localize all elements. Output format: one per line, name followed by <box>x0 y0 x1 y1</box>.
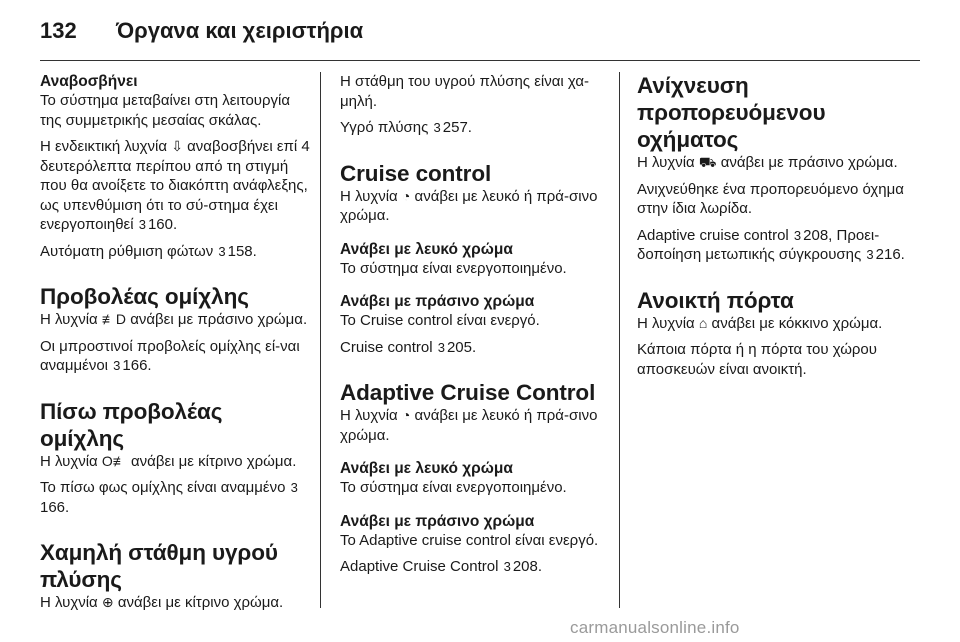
text-span: ανάβει με κίτρινο χρώμα. <box>117 594 284 611</box>
page-ref[interactable]: 208, Προει-δοποίηση μετωπικής σύγκρουσης <box>637 226 880 263</box>
page-ref[interactable]: 205. <box>446 338 477 356</box>
text-span: αναβοσβήνει επί 4 δευτερόλεπτα περίπου από τη στιγμή που θα ανοίξετε το διακόπτη ανάφλεξης, ως υπενθύμιση ότι το σύ-στημα έχει ενεργοποιηθεί <box>40 138 310 233</box>
paragraph: Το σύστημα μεταβαίνει στη λειτουργία της συμμετρικής μεσαίας σκάλας. <box>40 92 291 129</box>
paragraph: To Cruise control είναι ενεργό. <box>340 312 540 329</box>
section-title-low-washer-fluid: Χαμηλή στάθμη υγρού πλύσης <box>40 540 278 592</box>
page-ref-arrow-icon: 3 <box>433 120 441 135</box>
paragraph <box>637 226 909 265</box>
door-open-icon: ⌂ <box>698 314 708 331</box>
section-title-vehicle-ahead: Ανίχνευση προπορευόμενου οχήματος <box>637 73 826 152</box>
cruise-control-icon: ◔ <box>401 187 411 204</box>
text-span: Cruise control <box>340 338 433 356</box>
text-span: ανάβει με κίτρινο χρώμα. <box>130 452 297 470</box>
text-span: Το πίσω φως ομίχλης είναι αναμμένο <box>40 479 286 496</box>
site-watermark: carmanualsonline.info <box>570 618 740 637</box>
page-ref[interactable]: 208. <box>512 558 543 575</box>
subsection-title: Ανάβει με πράσινο χρώμα <box>340 293 535 310</box>
page-ref[interactable]: 257. <box>442 119 472 136</box>
section-title-fog-light: Προβολέας ομίχλης <box>40 284 249 309</box>
column-divider-1 <box>320 72 321 608</box>
text-span: ανάβει με λευκό ή πρά-σινο χρώμα. <box>340 407 598 444</box>
page-ref[interactable]: 166. <box>122 357 152 374</box>
page-ref[interactable]: 166. <box>40 498 70 516</box>
text-span: Αυτόματη ρύθμιση φώτων <box>40 242 214 260</box>
section-title-rear-fog-light: Πίσω προβολέας ομίχλης <box>40 398 223 451</box>
page-ref-arrow-icon: 3 <box>437 339 445 355</box>
text-span: Adaptive cruise control <box>637 226 789 244</box>
paragraph <box>637 314 909 334</box>
text-span: Η λυχνία <box>40 452 98 470</box>
text-span: Η ενδεικτική λυχνία <box>40 138 168 155</box>
washer-fluid-icon: ⊕ <box>101 594 114 610</box>
paragraph: Η στάθμη του υγρού πλύσης είναι χα-μηλή. <box>340 73 590 110</box>
page-ref[interactable]: 160. <box>147 216 178 233</box>
text-span: Adaptive Cruise Control <box>340 558 499 575</box>
paragraph <box>40 310 312 330</box>
text-span: ανάβει με πράσινο χρώμα. <box>720 154 898 171</box>
paragraph <box>340 187 612 226</box>
subsection-title: Ανάβει με πράσινο χρώμα <box>340 512 535 530</box>
paragraph <box>40 137 312 235</box>
text-span: Η λυχνία <box>40 311 98 328</box>
vehicle-ahead-icon: ⛟ <box>698 154 717 170</box>
text-span: Η λυχνία <box>637 314 695 332</box>
subsection-title: Ανάβει με λευκό χρώμα <box>340 460 513 477</box>
page-number: 132 <box>40 18 77 43</box>
paragraph <box>40 242 312 262</box>
paragraph <box>40 478 312 517</box>
text-span: Η λυχνία <box>340 187 398 205</box>
page-ref-arrow-icon: 3 <box>113 358 121 373</box>
section-title-cruise-control: Cruise control <box>340 160 492 186</box>
page-title: Όργανα και χειριστήρια <box>116 18 364 43</box>
page-ref-arrow-icon: 3 <box>218 243 226 259</box>
column-divider-2 <box>619 72 620 608</box>
subsection-title: Ανάβει με λευκό χρώμα <box>340 240 513 258</box>
rear-fog-light-icon: O≢ <box>101 452 127 469</box>
fluid-indicator-icon: ⇩ <box>171 138 183 154</box>
paragraph: Ανιχνεύθηκε ένα προπορευόμενο όχημα στην ίδια λωρίδα. <box>637 180 904 217</box>
section-title-flashing: Αναβοσβήνει <box>40 73 138 90</box>
paragraph <box>40 337 312 376</box>
text-span: Η λυχνία <box>340 407 398 424</box>
column-2 <box>340 72 612 577</box>
paragraph <box>637 153 909 173</box>
text-span: ανάβει με πράσινο χρώμα. <box>130 311 308 328</box>
page-ref-arrow-icon: 3 <box>290 480 298 495</box>
column-1 <box>40 72 312 613</box>
paragraph <box>340 338 612 358</box>
paragraph: Το σύστημα είναι ενεργοποιημένο. <box>340 259 567 277</box>
text-span: Η λυχνία <box>637 154 695 171</box>
page-ref-arrow-icon: 3 <box>503 559 511 574</box>
page-ref[interactable]: 158. <box>227 242 257 260</box>
paragraph: Κάποια πόρτα ή η πόρτα του χώρου αποσκευών είναι ανοικτή. <box>637 341 877 378</box>
cruise-control-icon: ◔ <box>401 407 411 423</box>
paragraph <box>340 557 612 577</box>
front-fog-light-icon: ≢D <box>101 311 127 327</box>
page-ref-arrow-icon: 3 <box>793 227 802 243</box>
page-header <box>40 18 920 62</box>
paragraph <box>40 593 312 613</box>
text-span: ανάβει με λευκό ή πρά-σινο χρώμα. <box>340 187 598 224</box>
column-3 <box>637 72 909 379</box>
paragraph: To Adaptive cruise control είναι ενεργό. <box>340 531 599 549</box>
paragraph <box>340 406 612 445</box>
section-title-door-open: Ανοικτή πόρτα <box>637 287 794 313</box>
page-ref[interactable]: 216. <box>875 246 905 263</box>
header-divider <box>40 60 920 61</box>
paragraph <box>40 452 312 472</box>
text-span: ανάβει με κόκκινο χρώμα. <box>711 314 883 332</box>
page-ref-arrow-icon: 3 <box>138 217 146 232</box>
text-span: Οι μπροστινοί προβολείς ομίχλης εί-ναι αναμμένοι <box>40 337 300 374</box>
page-ref-arrow-icon: 3 <box>866 247 874 262</box>
section-title-adaptive-cruise-control: Adaptive Cruise Control <box>340 380 596 405</box>
text-span: Υγρό πλύσης <box>340 119 429 136</box>
paragraph <box>340 118 612 138</box>
text-span: Η λυχνία <box>40 594 98 611</box>
paragraph: Το σύστημα είναι ενεργοποιημένο. <box>340 479 567 496</box>
